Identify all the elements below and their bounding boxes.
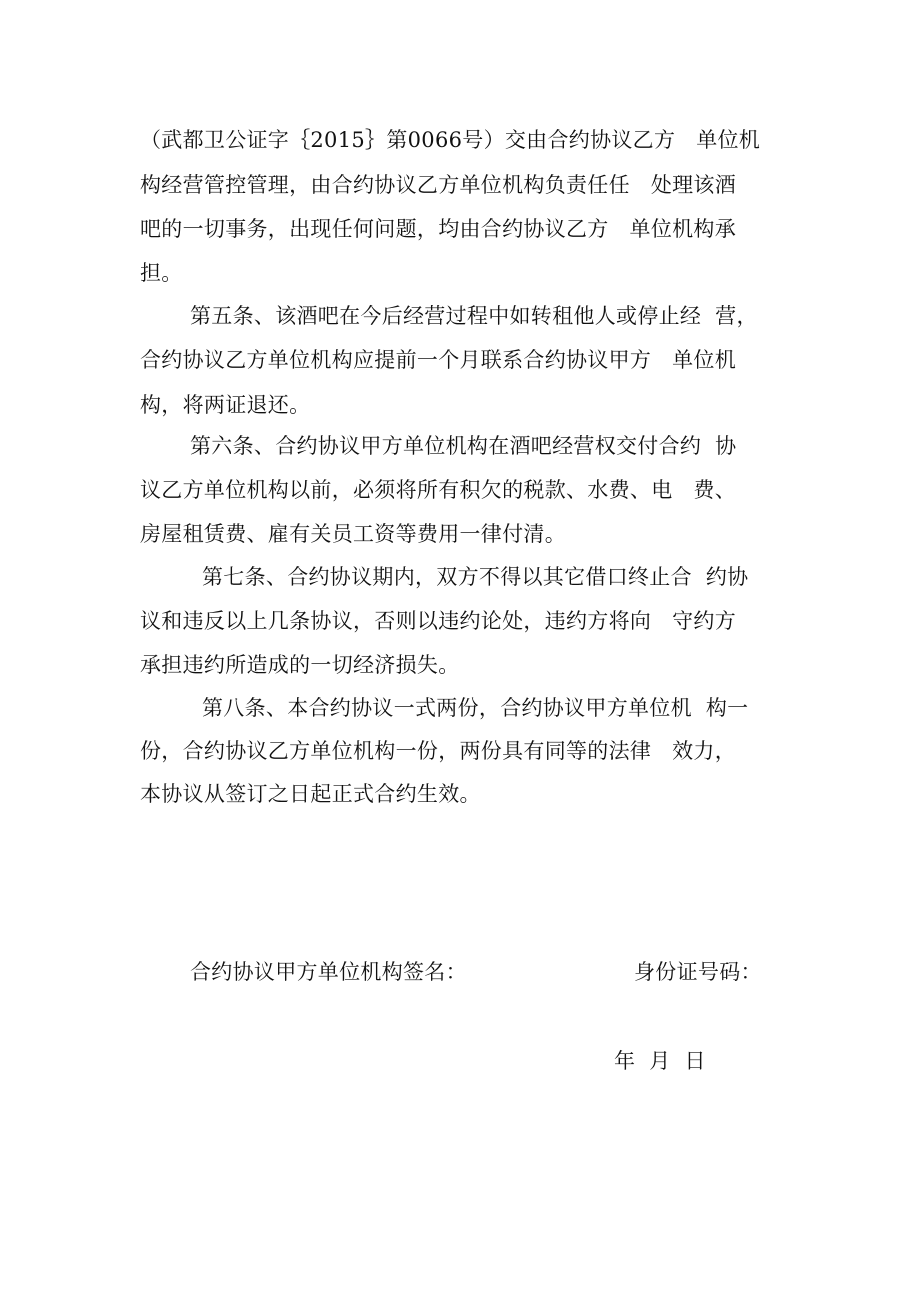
paragraph-5-line-2: 份，合约协议乙方单位机构一份，两份具有同等的法律 效力，: [140, 739, 737, 763]
paragraph-3-line-3: 房屋租赁费、雇有关员工资等费用一律付清。: [140, 522, 566, 546]
party-a-signature-label: 合约协议甲方单位机构签名：: [190, 960, 467, 984]
paragraph-1-line-1: （武都卫公证字｛2015｝第0066号）交由合约协议乙方 单位机: [140, 128, 761, 152]
paragraph-2-line-2: 合约协议乙方单位机构应提前一个月联系合约协议甲方 单位机: [140, 348, 737, 372]
paragraph-2-line-3: 构，将两证退还。: [140, 393, 311, 417]
paragraph-1-line-2: 构经营管控管理，由合约协议乙方单位机构负责任任 处理该酒: [140, 173, 737, 197]
paragraph-1-line-3: 吧的一切事务，出现任何问题，均由合约协议乙方 单位机构承: [140, 217, 737, 241]
paragraph-5-line-3: 本协议从签订之日起正式合约生效。: [140, 782, 481, 806]
paragraph-4-line-1: 第七条、合约协议期内，双方不得以其它借口终止合 约协: [202, 565, 749, 589]
paragraph-4-line-3: 承担违约所造成的一切经济损失。: [140, 653, 460, 677]
paragraph-2-line-1: 第五条、该酒吧在今后经营过程中如转租他人或停止经 营，: [190, 304, 758, 328]
paragraph-3-line-1: 第六条、合约协议甲方单位机构在酒吧经营权交付合约 协: [190, 434, 737, 458]
id-number-label: 身份证号码：: [634, 960, 762, 984]
paragraph-3-line-2: 议乙方单位机构以前，必须将所有积欠的税款、水费、电 费、: [140, 478, 737, 502]
paragraph-1-line-4: 担。: [140, 261, 183, 285]
paragraph-4-line-2: 议和违反以上几条协议，否则以违约论处，违约方将向 守约方: [140, 609, 737, 633]
paragraph-5-line-1: 第八条、本合约协议一式两份，合约协议甲方单位机 构一: [202, 696, 749, 720]
date-line: 年 月 日: [614, 1049, 706, 1073]
